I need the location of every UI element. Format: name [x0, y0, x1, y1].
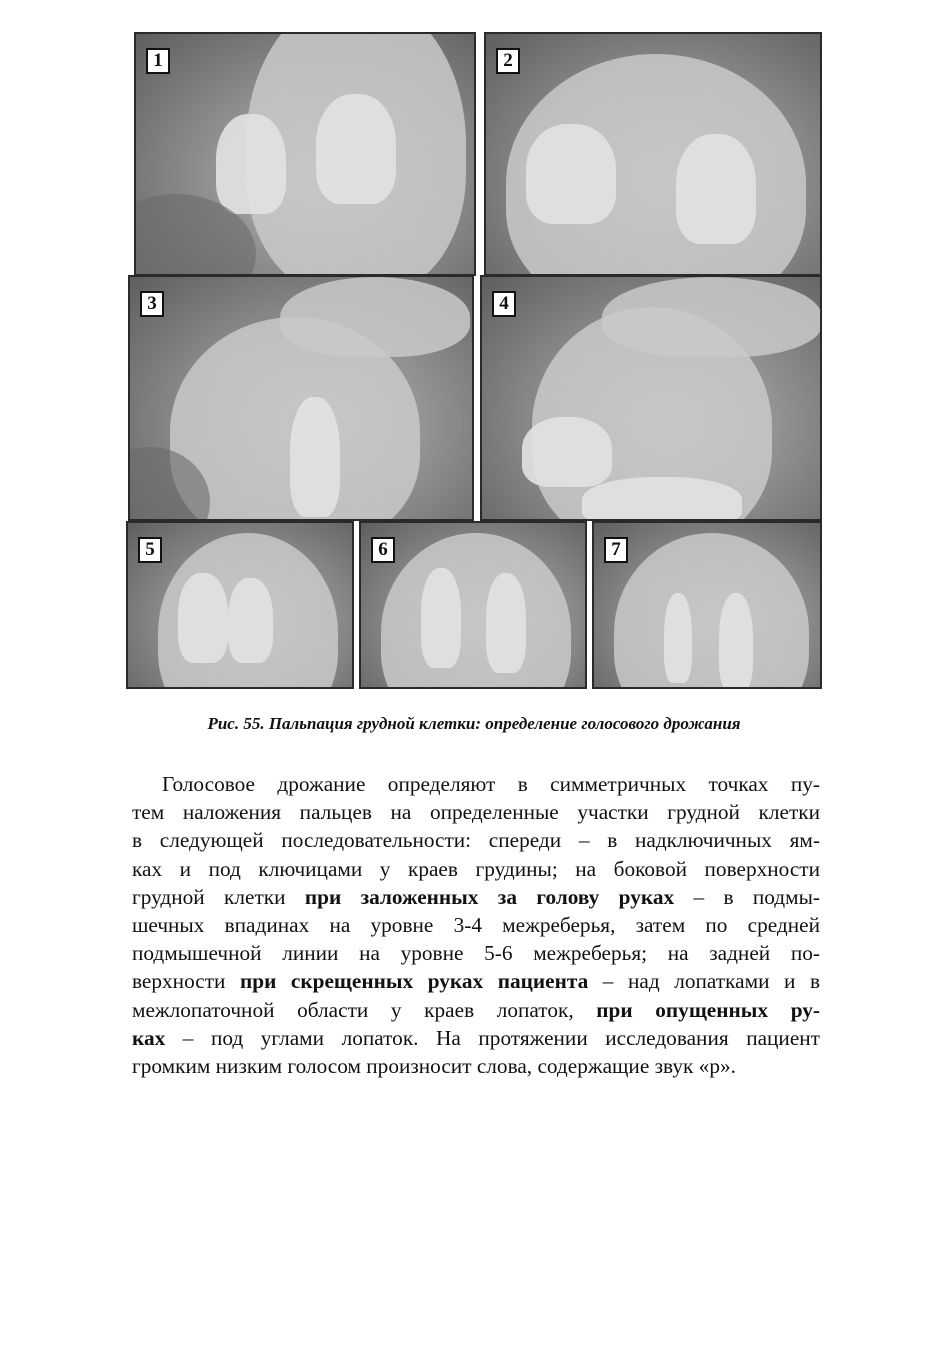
torso-shape — [614, 533, 809, 689]
hand-shape — [582, 477, 742, 521]
panel-number: 6 — [371, 537, 395, 563]
panel-number: 4 — [492, 291, 516, 317]
text-line — [132, 770, 820, 798]
text-fragment: шечных впадинах на уровне 3-4 межреберья, затем по средней — [132, 913, 820, 938]
torso-shape — [381, 533, 571, 689]
text-line — [132, 939, 820, 967]
hand-shape — [216, 114, 286, 214]
text-line — [132, 911, 820, 939]
photo-panel-2 — [484, 32, 822, 276]
bold-phrase: при скрещенных руках пациента — [239, 969, 589, 994]
text-fragment: громким низким голосом произносит слова, содержащие звук «р». — [132, 1054, 736, 1079]
photo-panel-3 — [128, 275, 474, 521]
hand-shape — [719, 593, 753, 689]
panel-number: 5 — [138, 537, 162, 563]
arm-shape — [602, 277, 822, 357]
photo-panel-6 — [359, 521, 587, 689]
arm-shape — [280, 277, 470, 357]
text-line — [132, 967, 820, 995]
bold-phrase: при опущенных ру- — [596, 997, 820, 1022]
body-paragraph — [132, 770, 820, 1080]
text-fragment: подмышечной линии на уровне 5-6 межреберья; на задней по- — [132, 941, 820, 966]
text-fragment: ках и под ключицами у краев грудины; на боковой поверхности — [132, 856, 820, 881]
text-line — [132, 826, 820, 854]
photo-panel-1 — [134, 32, 476, 276]
panel-number: 3 — [140, 291, 164, 317]
figure-55 — [126, 32, 822, 690]
hand-shape — [526, 124, 616, 224]
bold-phrase: при заложенных за голову руках — [304, 884, 675, 909]
hand-shape — [676, 134, 756, 244]
bold-phrase: ках — [132, 1025, 166, 1050]
hand-shape — [316, 94, 396, 204]
text-line — [132, 855, 820, 883]
panel-number: 2 — [496, 48, 520, 74]
photo-panel-7 — [592, 521, 822, 689]
text-fragment: в следующей последовательности: спереди – в надключичных ям- — [132, 828, 820, 853]
text-fragment: межлопаточной области у краев лопаток, — [132, 997, 597, 1022]
text-line — [132, 996, 820, 1024]
panel-number: 7 — [604, 537, 628, 563]
text-fragment: верхности — [132, 969, 240, 994]
photo-panel-4 — [480, 275, 822, 521]
text-fragment: тем наложения пальцев на определенные участки грудной клетки — [132, 800, 820, 825]
text-fragment: – под углами лопаток. На протяжении исследования пациент — [165, 1025, 820, 1050]
text-line — [132, 1024, 820, 1052]
hand-shape — [664, 593, 692, 683]
text-line — [132, 798, 820, 826]
figure-caption: Рис. 55. Пальпация грудной клетки: определение голосового дрожания — [207, 714, 741, 733]
hand-shape — [290, 397, 340, 517]
text-line — [132, 1052, 820, 1080]
text-fragment: грудной клетки — [132, 884, 305, 909]
hand-shape — [228, 578, 273, 663]
hand-shape — [486, 573, 526, 673]
hand-shape — [421, 568, 461, 668]
hand-shape — [522, 417, 612, 487]
text-fragment: – в подмы- — [674, 884, 820, 909]
text-fragment: Голосовое дрожание определяют в симметричных точках пу- — [162, 772, 820, 796]
photo-panel-5 — [126, 521, 354, 689]
text-fragment: – над лопатками и в — [588, 969, 820, 994]
panel-number: 1 — [146, 48, 170, 74]
hand-shape — [178, 573, 228, 663]
text-line — [132, 883, 820, 911]
